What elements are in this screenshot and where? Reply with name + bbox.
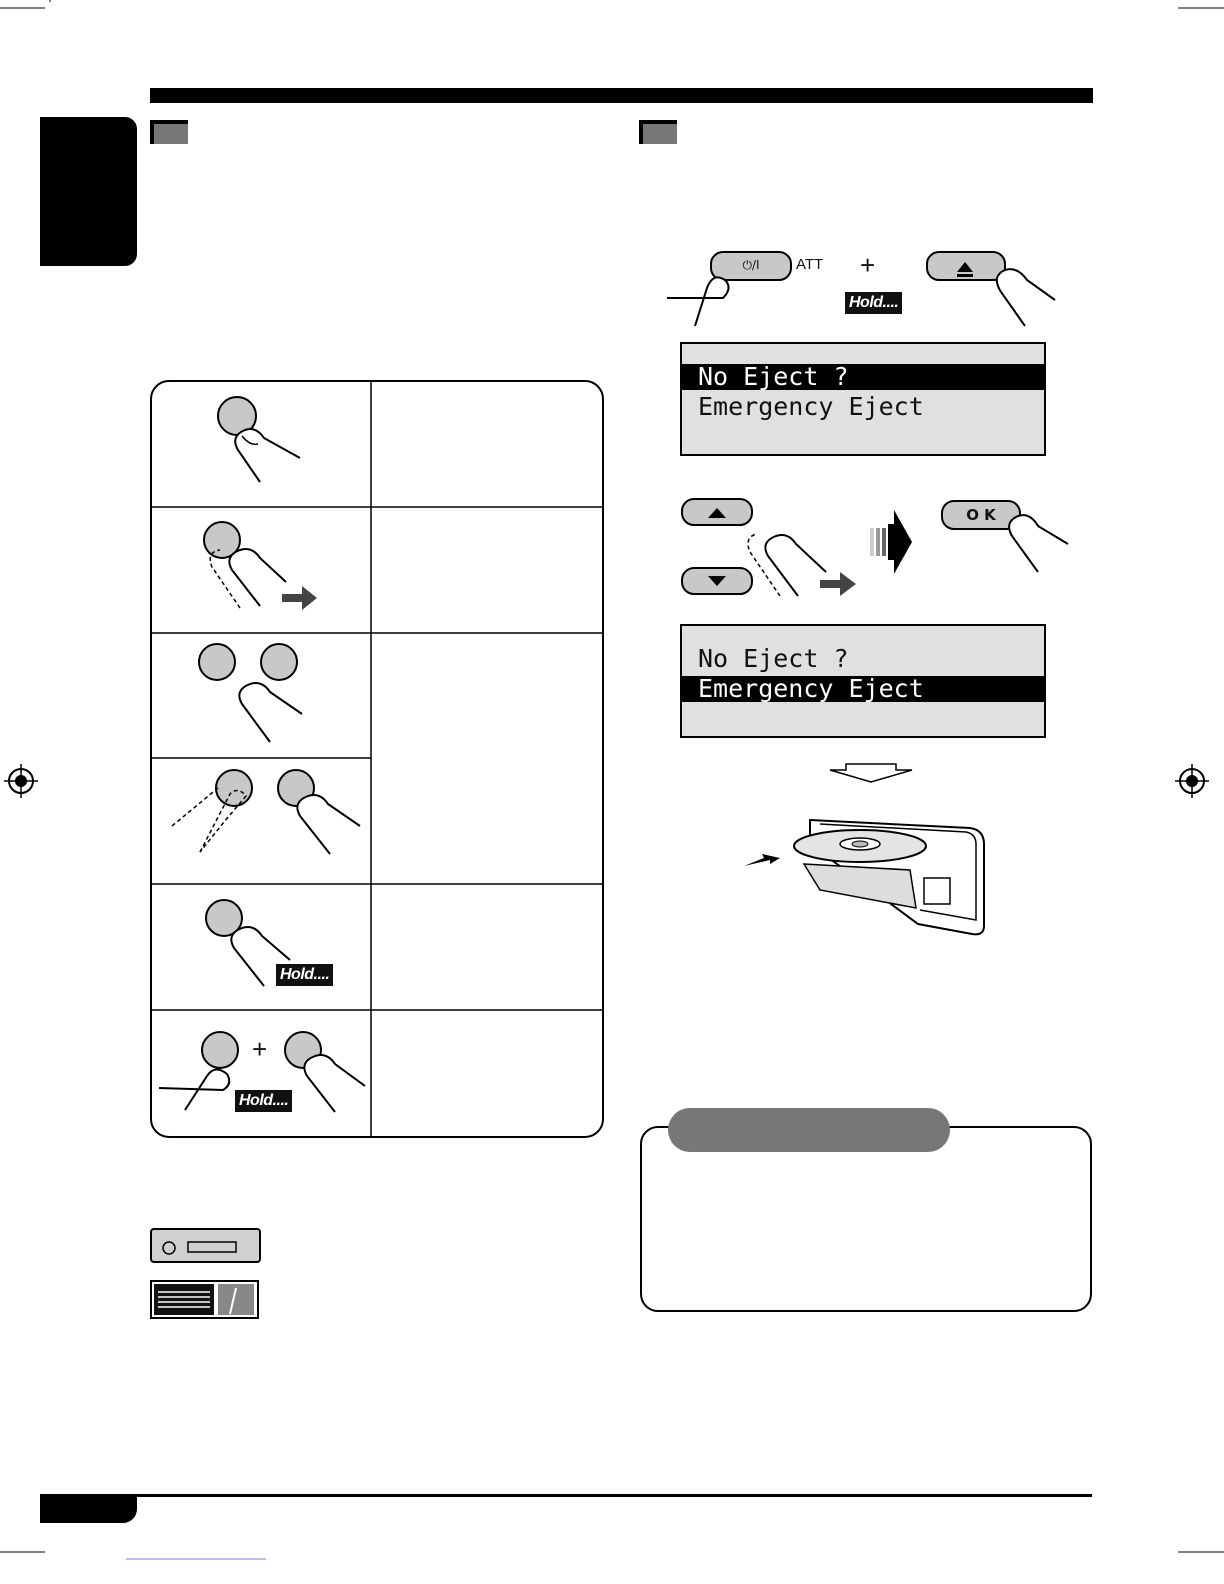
display-before-line-1: No Eject ? <box>682 364 1044 390</box>
page-number-tab <box>40 1497 137 1523</box>
select-buttons-icon <box>190 638 330 748</box>
note-box <box>640 1126 1092 1312</box>
hold-badge: Hold.... <box>276 964 333 986</box>
section-marker-left <box>150 120 188 144</box>
disc-eject-illustration <box>740 800 990 940</box>
press-symbol-icon <box>190 388 330 498</box>
language-tab <box>40 117 137 266</box>
plus-sign: + <box>252 1034 268 1064</box>
registration-mark-left <box>4 764 38 798</box>
att-label: ATT <box>796 256 824 273</box>
display-after <box>680 624 1046 738</box>
hold-badge-2: Hold.... <box>235 1090 292 1112</box>
display-after-line-2: Emergency Eject <box>682 676 1044 702</box>
control-panel-icon <box>150 1228 262 1264</box>
down-arrow-icon <box>826 762 916 784</box>
slide-symbol-icon <box>190 512 330 622</box>
section-marker-right <box>639 120 677 144</box>
plus-sign-2: + <box>860 250 876 280</box>
power-button[interactable]: ⏻/I <box>742 258 760 272</box>
move-between-buttons-icon <box>160 764 370 874</box>
select-ok-diagram <box>680 496 1080 600</box>
footer-rule <box>40 1494 1092 1497</box>
display-after-line-1: No Eject ? <box>698 644 849 673</box>
registration-mark-right <box>1175 764 1209 798</box>
note-box-tab <box>668 1108 950 1152</box>
display-before-line-2: Emergency Eject <box>698 392 924 421</box>
remote-unit-icon <box>150 1280 260 1320</box>
display-before <box>680 342 1046 456</box>
header-rule <box>150 88 1093 103</box>
hold-badge-3: Hold.... <box>845 292 902 314</box>
ok-button[interactable]: O K <box>966 506 996 524</box>
